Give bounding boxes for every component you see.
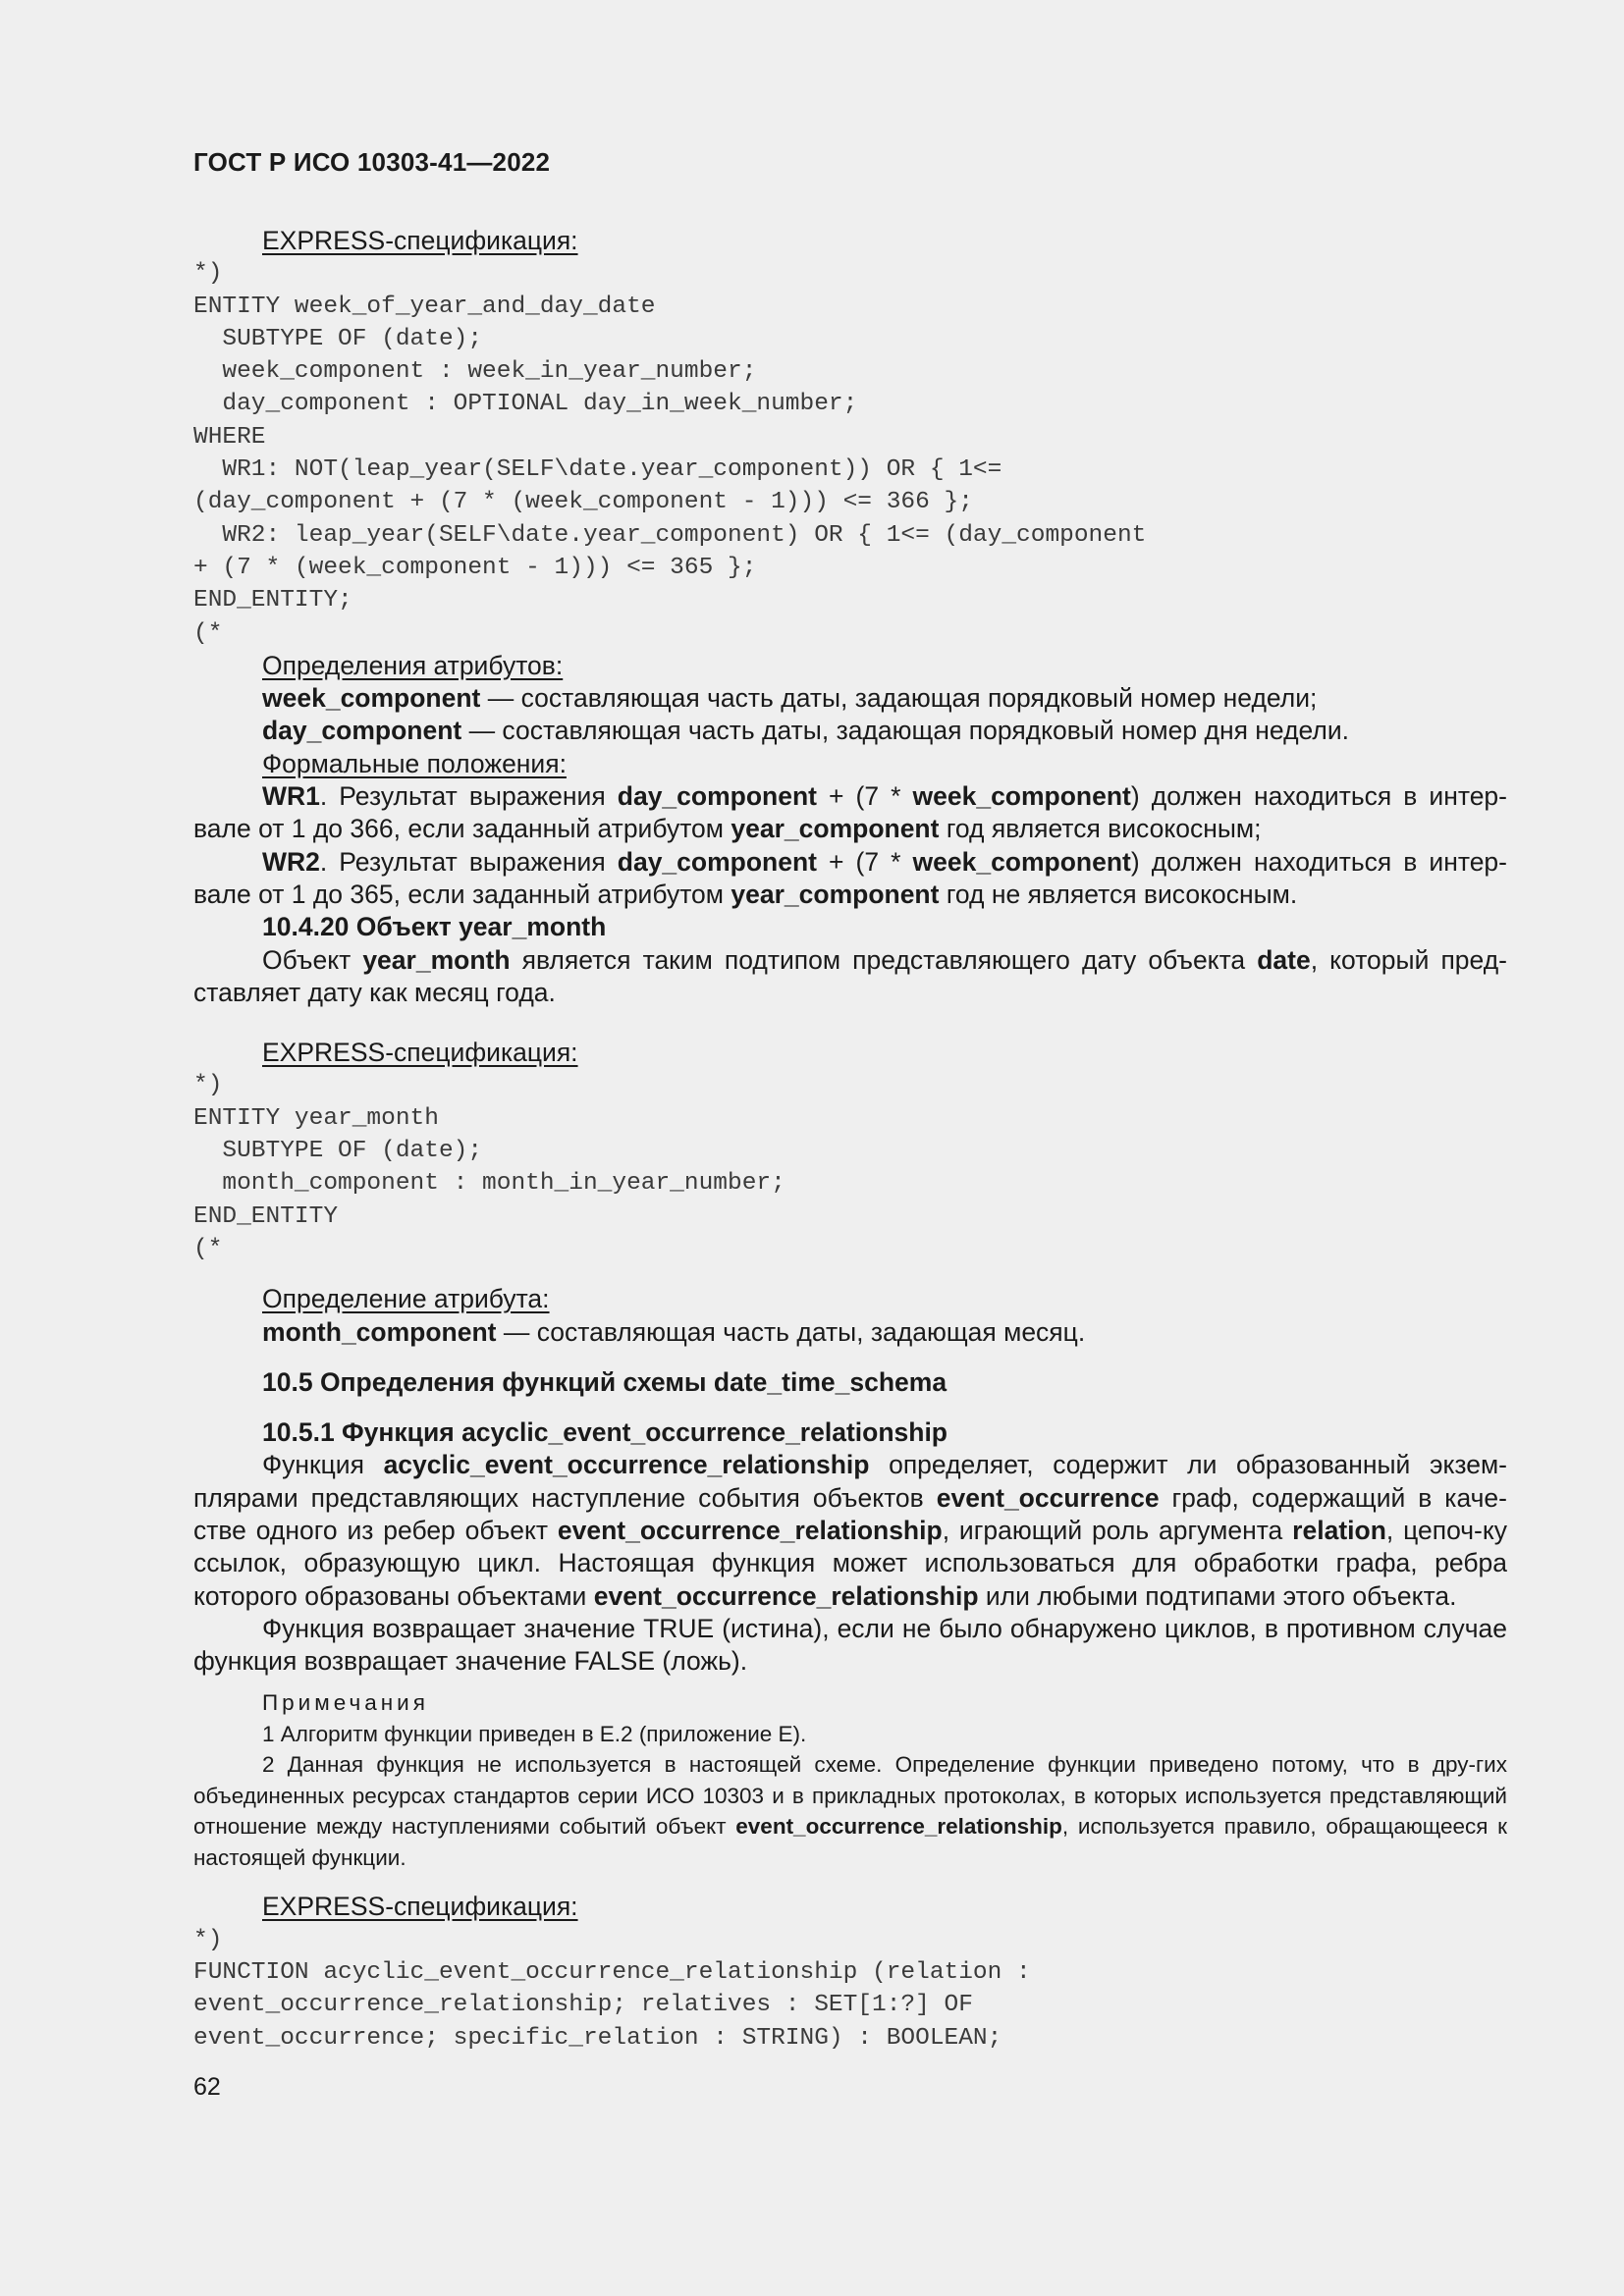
function-paragraph-1: Функция acyclic_event_occurrence_relationship определяет, содержит ли образованный экзем-плярами представляющих наступление события объектов event_occurrence граф, содержащий в каче-стве одного из ребер объект event_occurrence_relationship, играющий роль аргумента relation, цепоч-ку ссылок, образующую цикл. Настоящая функция может использоваться для обработки графа, ребра которого образованы объектами event_occurrence_relationship или любыми подтипами этого объекта. [193,1450,1508,1611]
rule-wr2: WR2. Результат выражения day_component + (7 * week_component) должен находиться в интер-вале от 1 до 365, если заданный атрибутом year_component год не является високосным. [193,846,1507,909]
function-paragraph-2: Функция возвращает значение TRUE (истина), если не было обнаружено циклов, в противном случае функция возвращает значение FALSE (ложь). [193,1613,1507,1677]
express-spec-label: EXPRESS-спецификация: [262,1892,578,1922]
formal-label: Формальные положения: [262,748,567,778]
document-header: ГОСТ Р ИСО 10303-41—2022 [193,147,551,177]
attr-defs-label: Определения атрибутов: [262,650,564,680]
rule-wr1: WR1. Результат выражения day_component + (7 * week_component) должен находиться в интер-вале от 1 до 366, если заданный атрибутом year_component год является високосным; [193,781,1507,844]
express-code-year-month: *) ENTITY year_month SUBTYPE OF (date); month_component : month_in_year_number; END_ENTITY (* [193,1072,785,1262]
note-2: 2 Данная функция не используется в настоящей схеме. Определение функции приведено потому, что в дру-гих объединенных ресурсах стандартов серии ИСО 10303 и в прикладных протоколах, в которых используется представляющий отношение между наступлениями событий объект event_occurrence_relationship, используется правило, обращающееся к настоящей функции. [193,1752,1508,1870]
express-spec-label: EXPRESS-спецификация: [262,1038,578,1068]
express-spec-label: EXPRESS-спецификация: [262,226,578,255]
note-1: 1 Алгоритм функции приведен в Е.2 (приложение Е). [262,1721,807,1746]
section-10-4-20-heading: 10.4.20 Объект year_month [262,912,607,942]
attr-def-label: Определение атрибута: [262,1284,550,1314]
express-code-function: *) FUNCTION acyclic_event_occurrence_relationship (relation : event_occurrence_relationship; relatives : SET[1:?] OF event_occurrence; specific_relation : STRING) : BOOLEAN; [193,1926,1031,2052]
section-10-5-heading: 10.5 Определения функций схемы date_time_schema [262,1366,947,1397]
attr-week-component: week_component — составляющая часть даты, задающая порядковый номер недели; [262,683,1318,714]
document-body [193,225,1507,2055]
notes-title: Примечания [262,1690,429,1716]
express-code-week-of-year: *) ENTITY week_of_year_and_day_date SUBTYPE OF (date); week_component : week_in_year_number; day_component : OPTIONAL day_in_week_number; WHERE WR1: NOT(leap_year(SELF\date.year_component)) OR { 1<= (day_component + (7 * (week_component - 1))) <= 366 }; WR2: leap_year(SELF\date.year_component) OR { 1<= (day_component + (7 * (week_component - 1))) <= 365 }; END_ENTITY; (* [193,260,1147,647]
attr-month-component: month_component — составляющая часть даты, задающая месяц. [262,1316,1086,1347]
attr-day-component: day_component — составляющая часть даты, задающая порядковый номер дня недели. [262,716,1350,746]
year-month-paragraph: Объект year_month является таким подтипом представляющего дату объекта date, который пред-ставляет дату как месяц года. [193,944,1507,1007]
section-10-5-1-heading: 10.5.1 Функция acyclic_event_occurrence_relationship [262,1417,947,1448]
page-number: 62 [193,2073,221,2101]
